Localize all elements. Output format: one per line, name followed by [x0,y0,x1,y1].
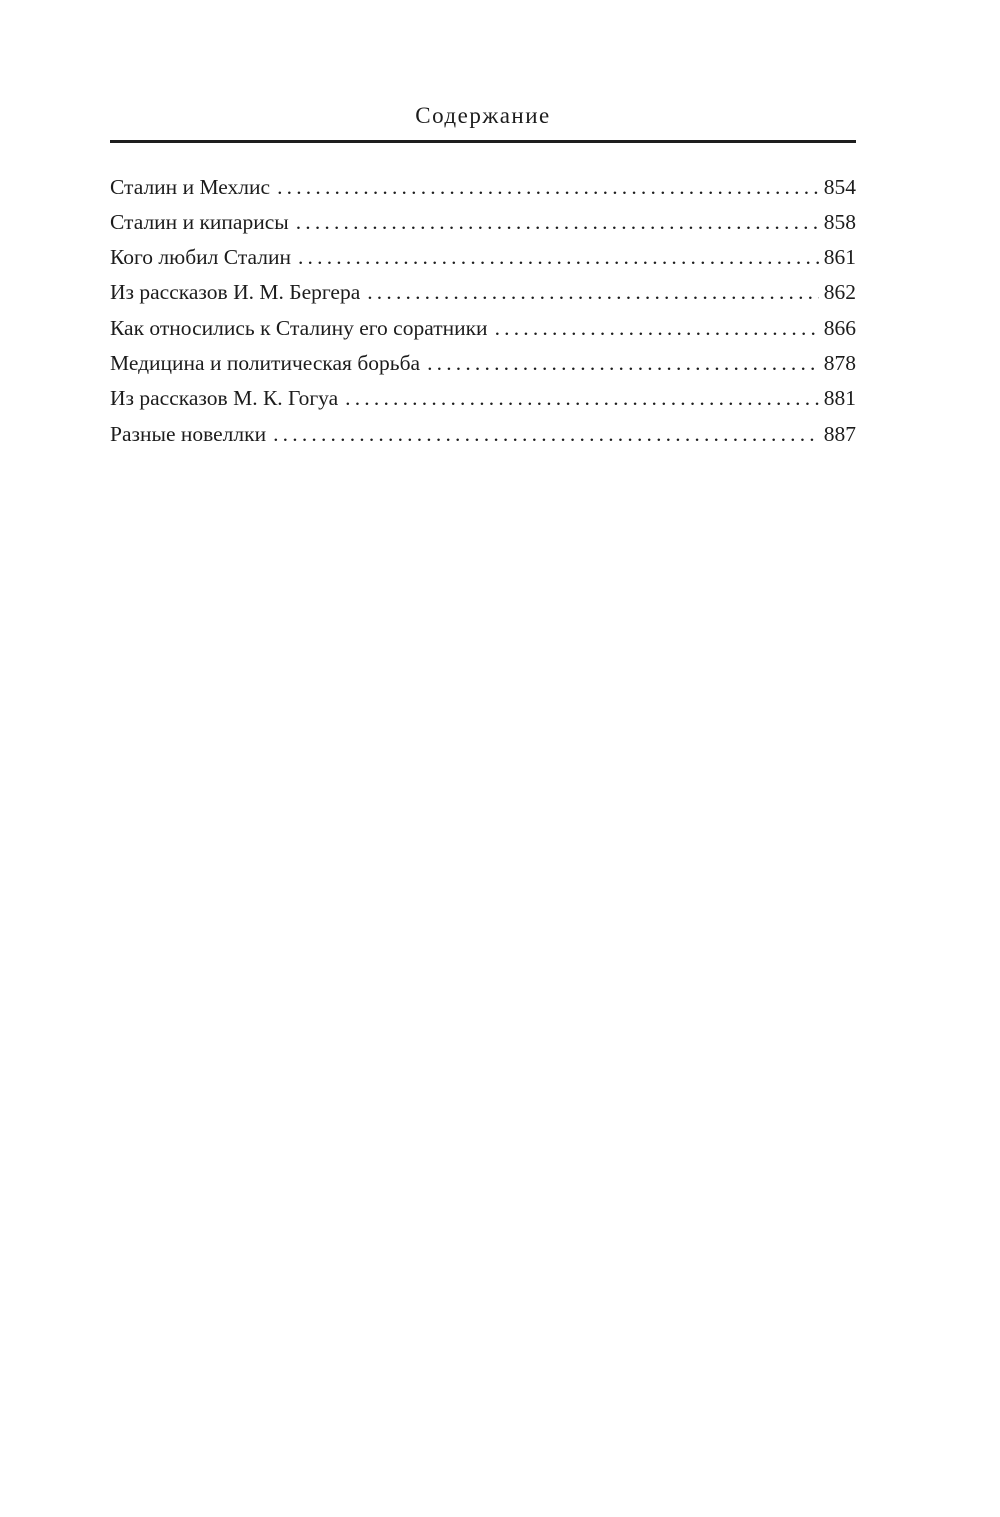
toc-entry-page: 854 [823,174,856,199]
toc-leader-dots [427,346,819,381]
toc-entry [110,240,856,275]
toc-entry-label: Сталин и кипарисы [110,209,289,234]
toc-leader-dots [345,381,819,416]
toc-entry-label: Из рассказов М. К. Гогуа [110,386,339,411]
toc-entry-label: Как относились к Сталину его соратники [110,315,488,340]
toc-entry-label: Медицина и политическая борьба [110,350,421,375]
page-title: Содержание [415,103,551,128]
toc-entry-page: 861 [823,245,856,270]
toc-entry-page: 887 [823,421,856,446]
toc-entry-page: 862 [823,280,856,305]
toc-entry [110,205,856,240]
toc-entry [110,346,856,381]
toc-entry [110,170,856,205]
table-of-contents [110,170,856,452]
toc-entry-label: Разные новеллки [110,421,267,446]
toc-leader-dots [495,311,819,346]
toc-entry-label: Сталин и Мехлис [110,174,271,199]
toc-entry-label: Из рассказов И. М. Бергера [110,280,361,305]
toc-entry-label: Кого любил Сталин [110,245,291,270]
title-rule-divider [110,140,856,143]
page-content [110,0,856,452]
toc-leader-dots [277,170,819,205]
toc-leader-dots [273,417,819,452]
toc-leader-dots [296,205,819,240]
toc-entry-page: 881 [823,386,856,411]
toc-entry [110,311,856,346]
toc-leader-dots [367,275,819,310]
toc-entry-page: 858 [823,209,856,234]
toc-entry [110,275,856,310]
toc-entry [110,417,856,452]
toc-entry-page: 878 [823,350,856,375]
toc-leader-dots [298,240,819,275]
toc-entry [110,381,856,416]
toc-entry-page: 866 [823,315,856,340]
